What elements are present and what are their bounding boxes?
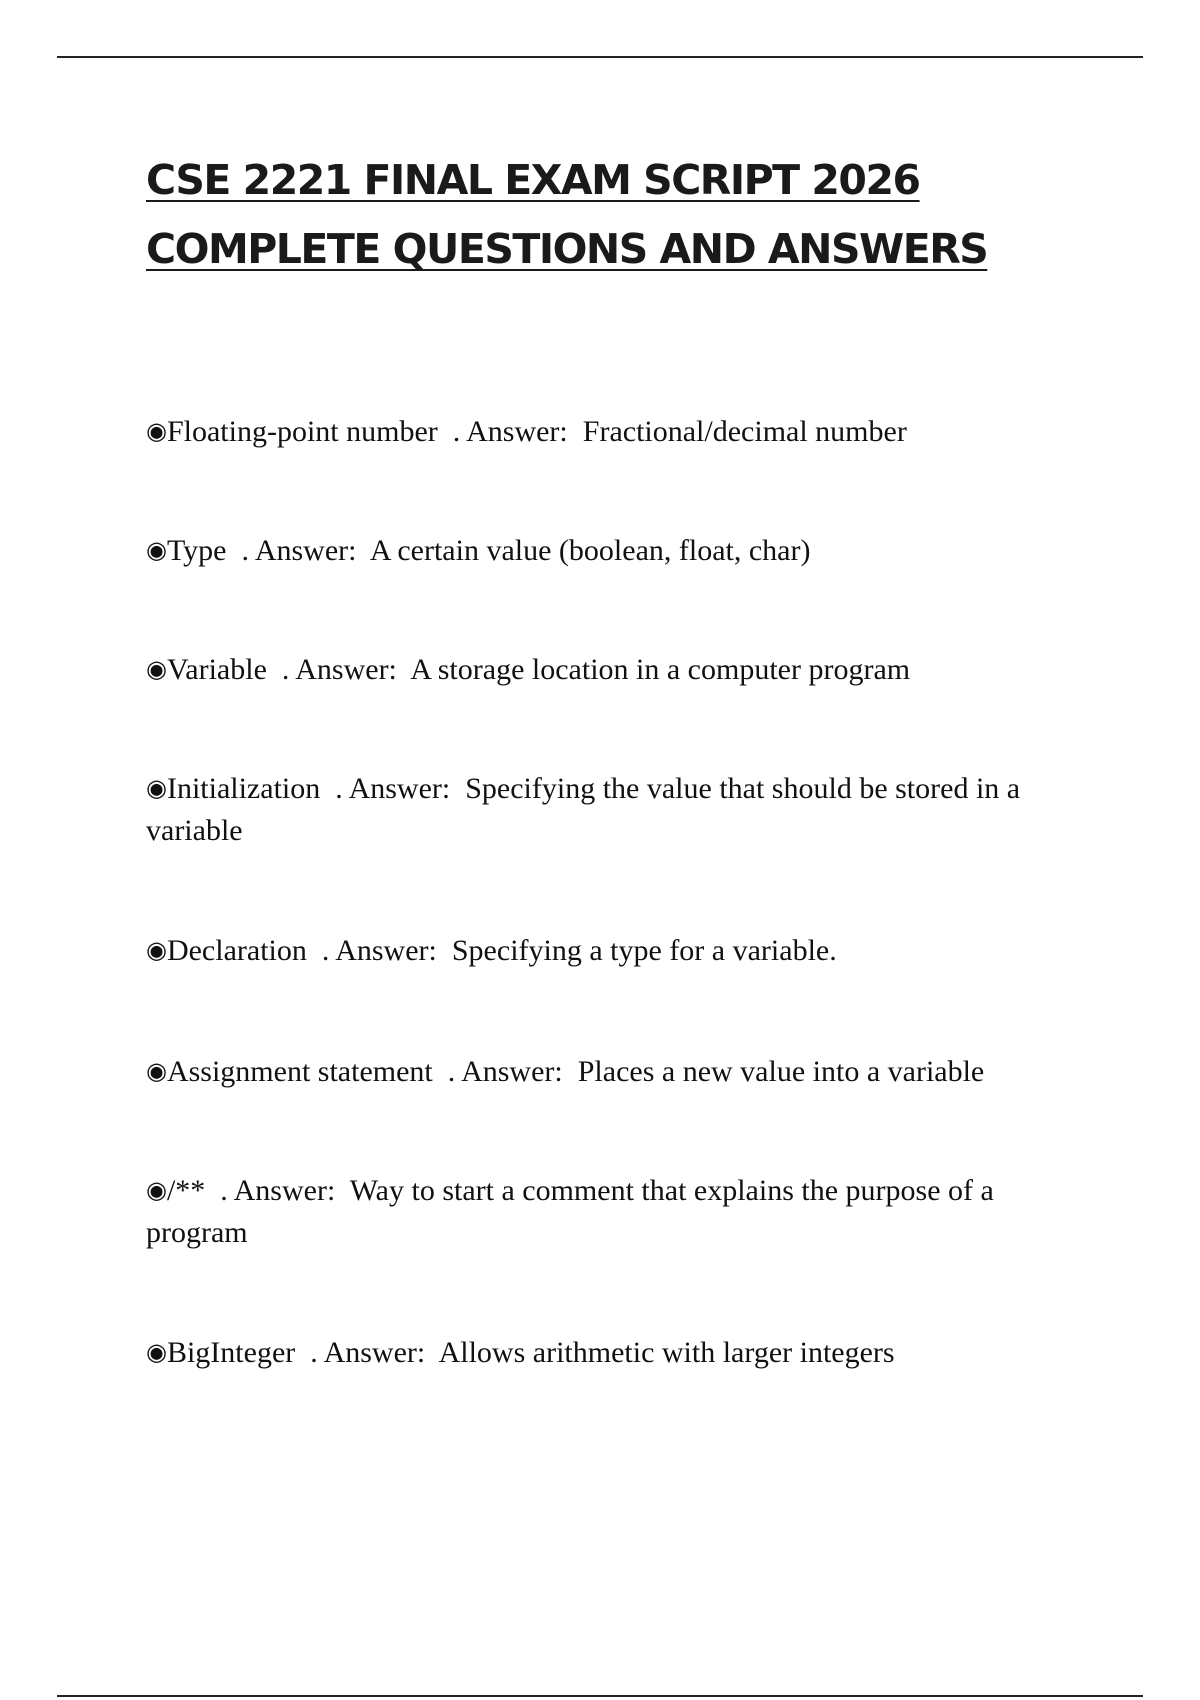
qa-term: BigInteger (166, 1336, 296, 1369)
qa-term: Variable (166, 653, 267, 686)
answer-separator: . Answer: (306, 934, 452, 967)
answer-separator: . Answer: (266, 653, 411, 686)
radio-bullet-icon: ◉ (146, 774, 167, 802)
radio-bullet-icon: ◉ (146, 936, 167, 964)
answer-separator: . Answer: (437, 415, 583, 448)
answer-separator: . Answer: (320, 772, 466, 805)
qa-item (146, 929, 837, 972)
qa-term: Floating-point number (166, 415, 438, 448)
title-line-2: COMPLETE QUESTIONS AND ANSWERS (146, 225, 988, 273)
radio-bullet-icon: ◉ (146, 1057, 167, 1085)
qa-term: Initialization (166, 772, 321, 805)
qa-term: Type (166, 534, 227, 567)
qa-item (146, 410, 907, 453)
qa-answer: Places a new value into a variable (577, 1055, 985, 1088)
title-line-1: CSE 2221 FINAL EXAM SCRIPT 2026 (146, 156, 920, 204)
document-title (146, 146, 1106, 284)
qa-item (146, 1169, 1076, 1254)
answer-separator: . Answer: (226, 534, 370, 567)
radio-bullet-icon: ◉ (146, 536, 167, 564)
radio-bullet-icon: ◉ (146, 417, 167, 445)
qa-answer: A certain value (boolean, float, char) (369, 534, 811, 567)
qa-item (146, 529, 810, 572)
bottom-rule (57, 1695, 1143, 1697)
qa-answer: Specifying a type for a variable. (451, 934, 837, 967)
qa-term: /** (166, 1174, 206, 1207)
top-rule (57, 56, 1143, 58)
radio-bullet-icon: ◉ (146, 1338, 167, 1366)
qa-answer: Allows arithmetic with larger integers (438, 1336, 895, 1369)
qa-item (146, 767, 1076, 852)
radio-bullet-icon: ◉ (146, 655, 167, 683)
qa-item (146, 648, 910, 691)
qa-item (146, 1050, 984, 1093)
answer-separator: . Answer: (205, 1174, 350, 1207)
qa-term: Declaration (166, 934, 307, 967)
qa-term: Assignment statement (166, 1055, 433, 1088)
qa-answer: Fractional/decimal number (582, 415, 907, 448)
qa-answer: Specifying the value that should be stored in a variable (146, 772, 1021, 847)
qa-item (146, 1331, 895, 1374)
answer-separator: . Answer: (432, 1055, 578, 1088)
answer-separator: . Answer: (295, 1336, 439, 1369)
radio-bullet-icon: ◉ (146, 1176, 167, 1204)
qa-answer: A storage location in a computer program (410, 653, 911, 686)
qa-answer: Way to start a comment that explains the purpose of a program (146, 1174, 994, 1249)
